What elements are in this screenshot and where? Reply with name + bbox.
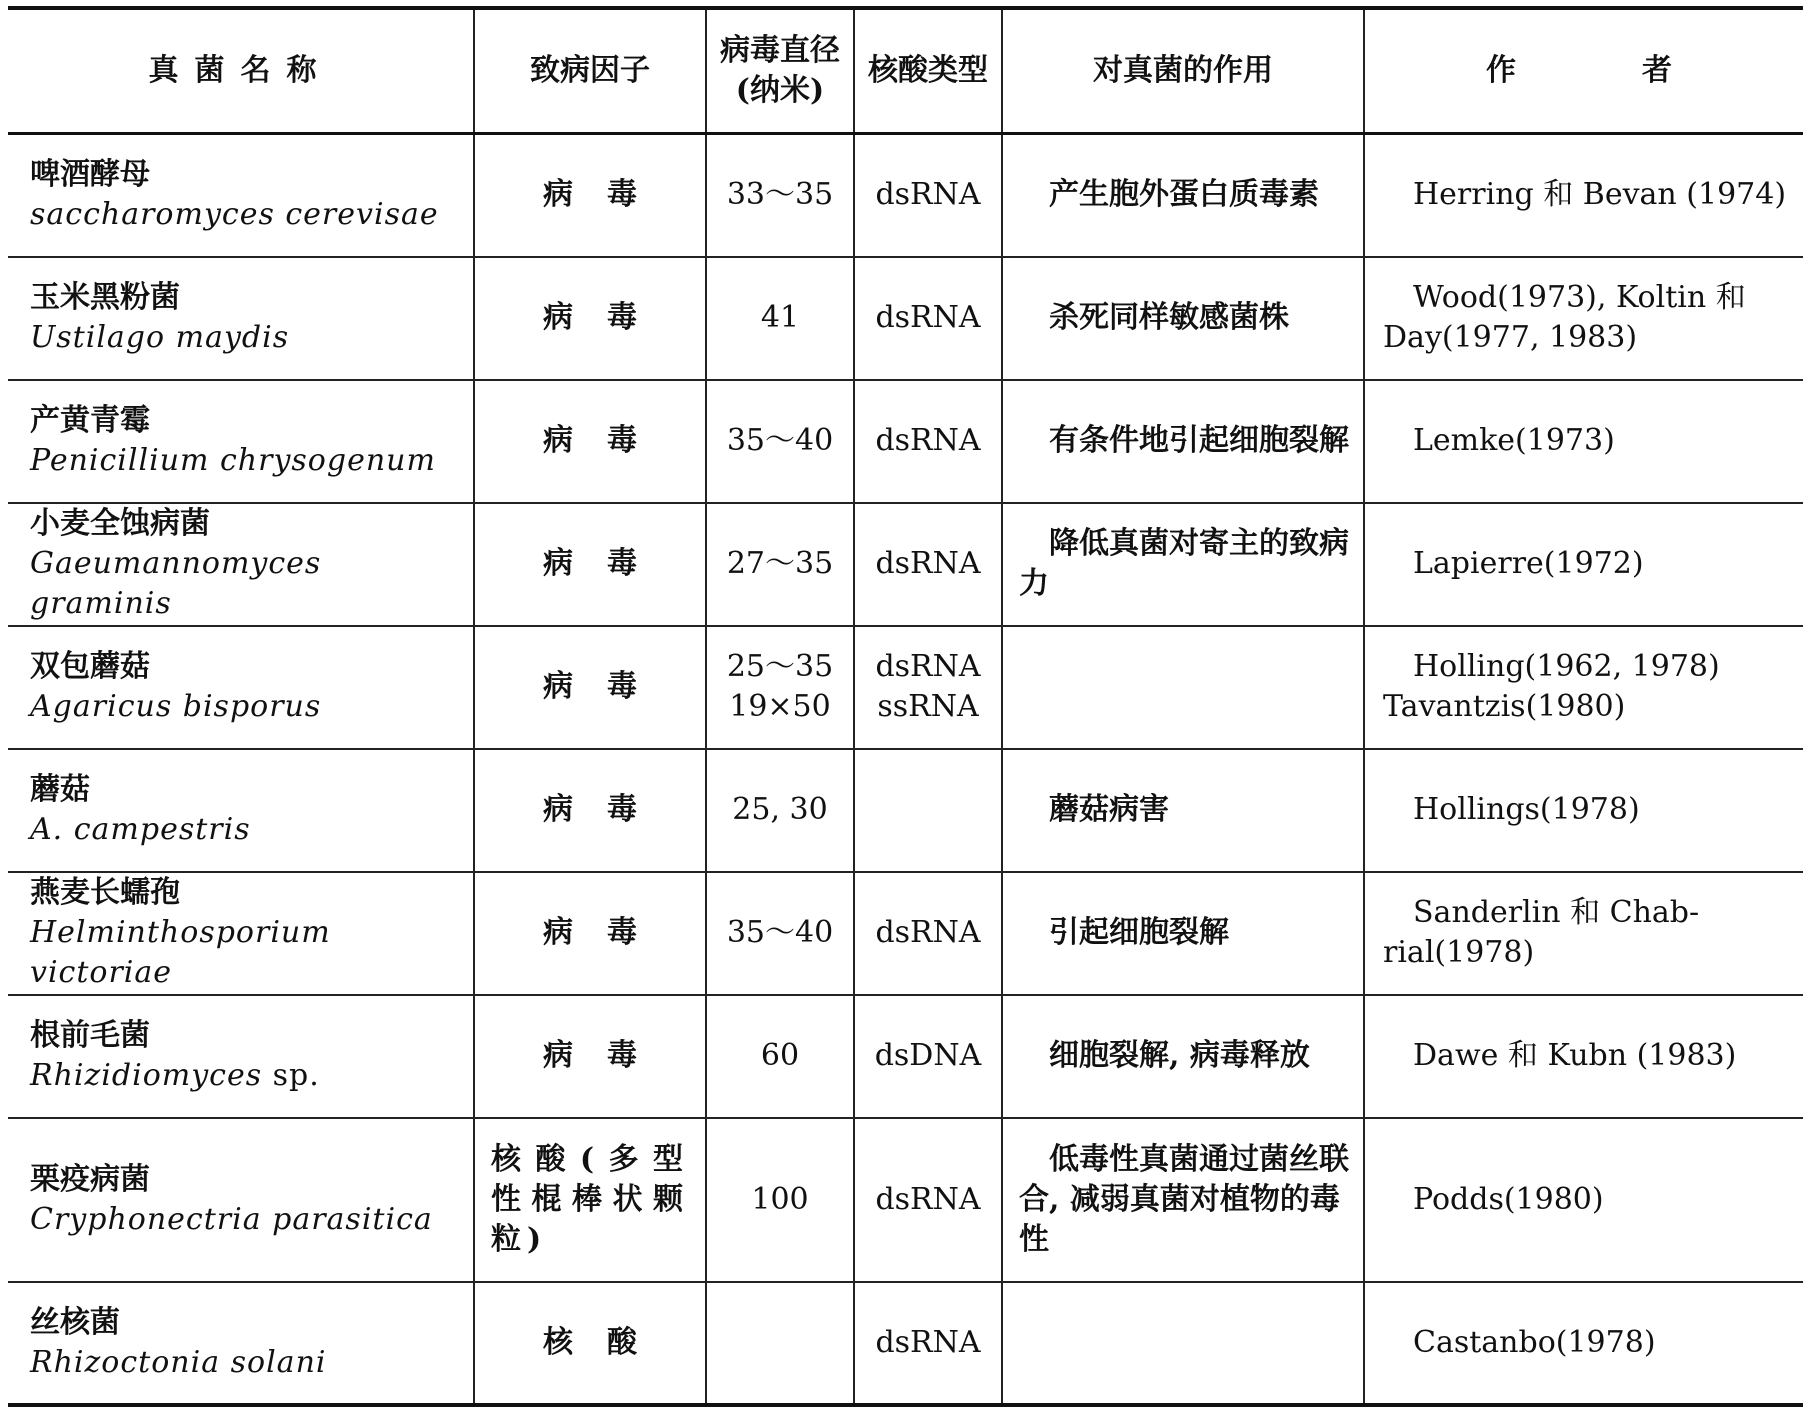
author-cell (1364, 995, 1803, 1118)
effect-cell (1002, 1118, 1364, 1282)
pathogenic-agent-cell (474, 257, 706, 380)
fungus-latin-name-line (30, 1200, 463, 1240)
virus-diameter-cell (706, 995, 854, 1118)
header-fungus-name: 真菌名称 (8, 8, 474, 134)
virus-diameter-cell (706, 380, 854, 503)
pathogenic-agent: 核酸 (543, 1324, 671, 1360)
nucleic-acid-type: dsRNA (875, 423, 981, 458)
virus-diameter-value: 25～35 (726, 649, 834, 684)
fungus-chinese-name: 根前毛菌 (30, 1018, 150, 1053)
fungus-latin-name-line (30, 1056, 463, 1096)
virus-diameter-cell (706, 626, 854, 749)
nucleic-acid-type: dsDNA (874, 1038, 982, 1073)
virus-diameter-value: 25, 30 (732, 792, 828, 827)
fungus-latin-name: Ustilago maydis (30, 320, 290, 355)
virus-diameter-value: 35～40 (726, 915, 834, 950)
author-citation: Castanbo(1978) (1413, 1324, 1656, 1360)
author-cell (1364, 503, 1803, 626)
table-row (8, 503, 1803, 626)
fungus-name-cell (8, 380, 474, 503)
nucleic-acid-cell (854, 872, 1002, 995)
pathogenic-agent-cell (474, 872, 706, 995)
pathogenic-agent: 病毒 (543, 300, 671, 335)
header-row (8, 8, 1803, 134)
fungus-name-cell (8, 626, 474, 749)
pathogenic-agent-cell (474, 503, 706, 626)
virus-diameter-cell (706, 257, 854, 380)
nucleic-acid-type: dsRNA (875, 1324, 981, 1360)
pathogenic-agent: 病毒 (543, 546, 671, 581)
virus-diameter-value: 100 (751, 1181, 809, 1217)
virus-diameter-value: 27～35 (726, 546, 834, 581)
fungus-latin-name-line (30, 441, 463, 481)
fungus-name-cell (8, 1282, 474, 1405)
pathogenic-agent-cell (474, 995, 706, 1118)
effect-cell (1002, 872, 1364, 995)
fungus-chinese-name: 蘑菇 (30, 772, 90, 807)
table-row (8, 872, 1803, 995)
virus-diameter-value: 19×50 (729, 689, 831, 724)
virus-diameter-cell (706, 872, 854, 995)
pathogenic-agent: 病毒 (543, 915, 671, 950)
fungus-latin-name: Rhizidiomyces (30, 1058, 263, 1093)
table-row (8, 134, 1803, 257)
effect-cell (1002, 995, 1364, 1118)
fungus-name-cell (8, 257, 474, 380)
fungus-latin-name-line (30, 810, 463, 850)
fungus-chinese-name: 丝核菌 (30, 1304, 120, 1340)
nucleic-acid-type: dsRNA (875, 1181, 981, 1217)
effect-cell (1002, 257, 1364, 380)
effect-on-fungus: 低毒性真菌通过菌丝联合, 减弱真菌对植物的毒性 (1019, 1141, 1349, 1257)
pathogenic-agent: 病毒 (543, 177, 671, 213)
fungus-latin-name: saccharomyces cerevisae (30, 197, 439, 233)
fungus-latin-name-line (30, 913, 463, 993)
fungus-chinese-name: 栗疫病菌 (30, 1161, 150, 1197)
virus-diameter-value: 41 (760, 300, 800, 335)
pathogenic-agent: 病毒 (543, 669, 671, 704)
nucleic-acid-type: dsRNA (875, 915, 981, 950)
author-cell (1364, 626, 1803, 749)
nucleic-acid-cell (854, 503, 1002, 626)
nucleic-acid-cell (854, 995, 1002, 1118)
author-cell (1364, 749, 1803, 872)
author-citation: Hollings(1978) (1413, 792, 1640, 827)
fungus-latin-name: Agaricus bisporus (30, 689, 322, 724)
nucleic-acid-cell (854, 1118, 1002, 1282)
fungus-name-cell (8, 134, 474, 257)
table-row (8, 1118, 1803, 1282)
author-cell (1364, 134, 1803, 257)
pathogenic-agent-cell (474, 134, 706, 257)
table-row (8, 257, 1803, 380)
pathogenic-agent: 核酸(多型性棍棒状颗粒) (491, 1141, 689, 1257)
nucleic-acid-cell (854, 134, 1002, 257)
fungus-latin-name-line (30, 195, 463, 235)
author-cell (1364, 872, 1803, 995)
effect-cell (1002, 134, 1364, 257)
effect-on-fungus: 降低真菌对寄主的致病力 (1019, 526, 1349, 601)
nucleic-acid-type: dsRNA (875, 300, 981, 335)
author-citation: Lapierre(1972) (1413, 546, 1644, 581)
fungus-chinese-name: 燕麦长蠕孢 (30, 875, 180, 910)
nucleic-acid-type: ssRNA (877, 689, 979, 724)
fungus-latin-name-line (30, 318, 463, 358)
effect-cell (1002, 626, 1364, 749)
fungus-name-cell (8, 872, 474, 995)
nucleic-acid-cell (854, 749, 1002, 872)
pathogenic-agent: 病毒 (543, 1038, 671, 1073)
pathogenic-agent-cell (474, 1282, 706, 1405)
fungus-latin-name-line (30, 544, 463, 624)
virus-diameter-cell (706, 1282, 854, 1405)
fungus-chinese-name: 产黄青霉 (30, 403, 150, 438)
pathogenic-agent-cell (474, 626, 706, 749)
nucleic-acid-cell (854, 626, 1002, 749)
nucleic-acid-cell (854, 380, 1002, 503)
fungus-latin-name: Cryphonectria parasitica (30, 1201, 433, 1237)
pathogenic-agent-cell (474, 749, 706, 872)
fungus-latin-name-line (30, 687, 463, 727)
table-body (8, 134, 1803, 1405)
latin-name-suffix: sp. (262, 1058, 320, 1093)
fungus-name-cell (8, 503, 474, 626)
author-citation: Wood(1973), Koltin 和 Day(1977, 1983) (1383, 280, 1746, 355)
nucleic-acid-cell (854, 1282, 1002, 1405)
fungus-latin-name: Rhizoctonia solani (30, 1344, 327, 1380)
nucleic-acid-cell (854, 257, 1002, 380)
author-citation: Holling(1962, 1978) Tavantzis(1980) (1383, 649, 1720, 724)
author-citation: Herring 和 Bevan (1974) (1413, 177, 1787, 213)
fungus-name-cell (8, 995, 474, 1118)
fungus-latin-name-line (30, 1343, 463, 1383)
virus-diameter-value: 60 (760, 1038, 800, 1073)
header-virus-diameter: 病毒直径 (纳米) (706, 8, 854, 134)
author-cell (1364, 1118, 1803, 1282)
table-row (8, 380, 1803, 503)
effect-on-fungus: 产生胞外蛋白质毒素 (1049, 177, 1319, 213)
fungus-chinese-name: 玉米黑粉菌 (30, 280, 180, 315)
author-citation: Lemke(1973) (1413, 423, 1615, 458)
effect-on-fungus: 引起细胞裂解 (1049, 915, 1229, 950)
pathogenic-agent-cell (474, 1118, 706, 1282)
fungus-chinese-name: 双包蘑菇 (30, 649, 150, 684)
pathogenic-agent: 病毒 (543, 423, 671, 458)
effect-cell (1002, 380, 1364, 503)
effect-cell (1002, 1282, 1364, 1405)
effect-on-fungus: 蘑菇病害 (1049, 792, 1169, 827)
fungus-chinese-name: 啤酒酵母 (30, 157, 150, 193)
pathogenic-agent-cell (474, 380, 706, 503)
virus-diameter-cell (706, 503, 854, 626)
author-cell (1364, 257, 1803, 380)
virus-diameter-value: 33～35 (726, 177, 834, 213)
nucleic-acid-type: dsRNA (875, 177, 981, 213)
effect-on-fungus: 杀死同样敏感菌株 (1049, 300, 1289, 335)
header-pathogenic-agent: 致病因子 (474, 8, 706, 134)
table-row (8, 749, 1803, 872)
fungal-virus-table (8, 6, 1803, 1407)
author-citation: Sanderlin 和 Chab-rial(1978) (1383, 895, 1700, 970)
virus-diameter-cell (706, 749, 854, 872)
effect-on-fungus: 有条件地引起细胞裂解 (1049, 423, 1349, 458)
virus-diameter-cell (706, 1118, 854, 1282)
fungus-latin-name: A. campestris (30, 812, 251, 847)
author-citation: Dawe 和 Kubn (1983) (1413, 1038, 1737, 1073)
nucleic-acid-type: dsRNA (875, 649, 981, 684)
fungus-name-cell (8, 749, 474, 872)
table-row (8, 1282, 1803, 1405)
effect-on-fungus: 细胞裂解, 病毒释放 (1049, 1038, 1310, 1073)
effect-cell (1002, 503, 1364, 626)
table-row (8, 626, 1803, 749)
author-cell (1364, 1282, 1803, 1405)
fungus-name-cell (8, 1118, 474, 1282)
nucleic-acid-type: dsRNA (875, 546, 981, 581)
table-row (8, 995, 1803, 1118)
effect-cell (1002, 749, 1364, 872)
virus-diameter-value: 35～40 (726, 423, 834, 458)
pathogenic-agent: 病毒 (543, 792, 671, 827)
virus-diameter-cell (706, 134, 854, 257)
header-author: 作 者 (1364, 8, 1803, 134)
author-citation: Podds(1980) (1413, 1181, 1604, 1217)
author-cell (1364, 380, 1803, 503)
fungus-latin-name: Gaeumannomyces graminis (30, 546, 322, 621)
fungus-latin-name: Penicillium chrysogenum (30, 443, 436, 478)
fungus-chinese-name: 小麦全蚀病菌 (30, 506, 210, 541)
header-nucleic-acid-type: 核酸类型 (854, 8, 1002, 134)
header-effect-on-fungus: 对真菌的作用 (1002, 8, 1364, 134)
fungus-latin-name: Helminthosporium victoriae (30, 915, 331, 990)
fungal-virus-table-wrapper (8, 6, 1803, 1407)
